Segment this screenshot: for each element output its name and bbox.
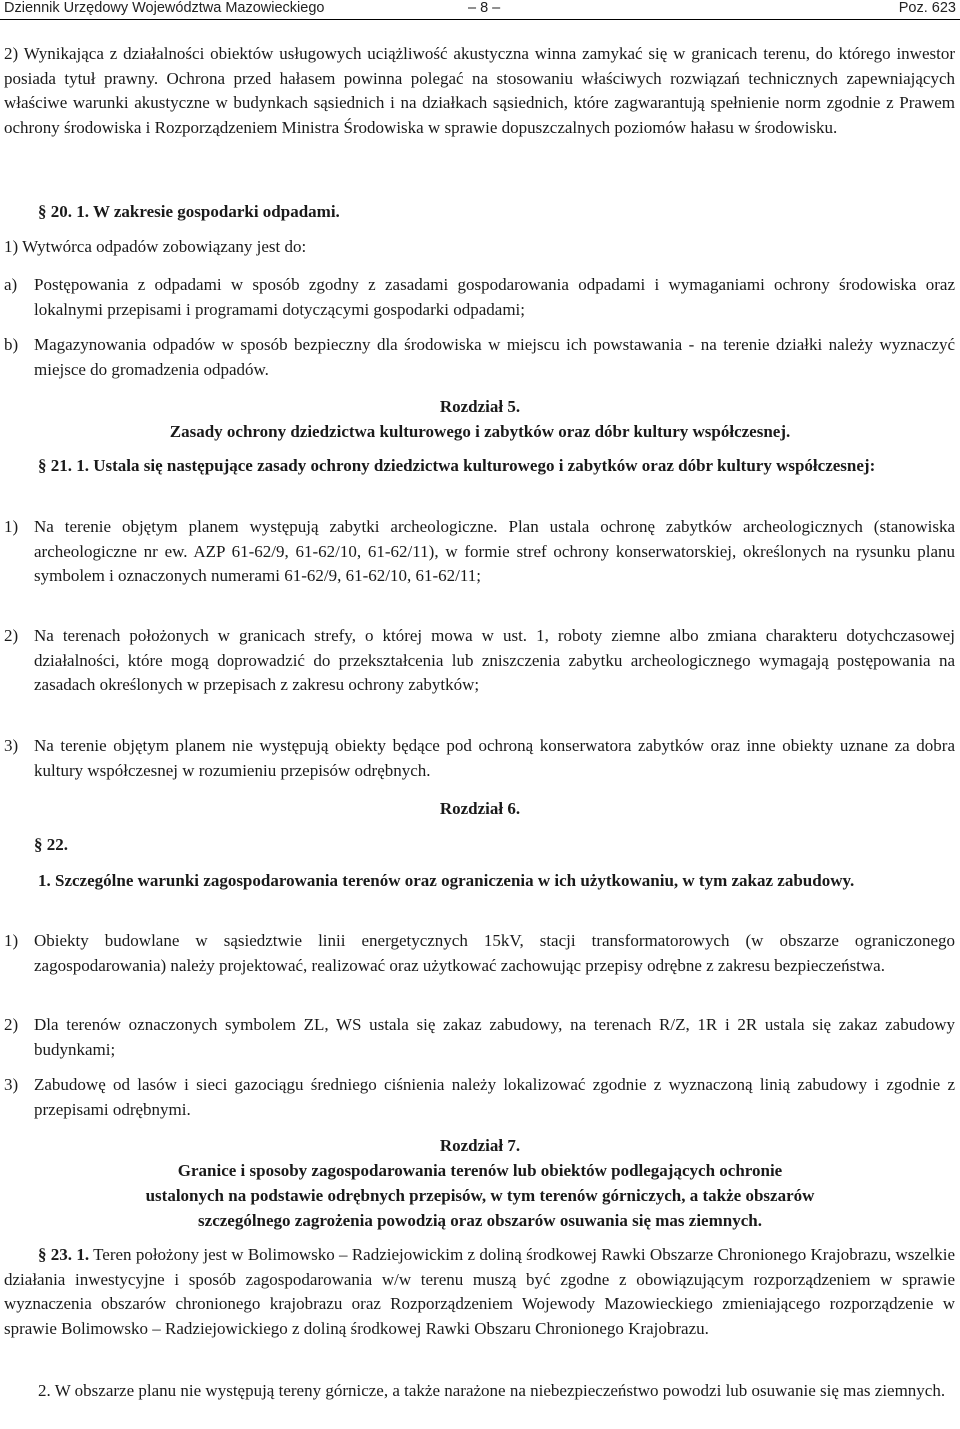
chapter-5-subtitle: Zasady ochrony dziedzictwa kulturowego i zabytków oraz dóbr kultury współczesnej.	[169, 422, 791, 441]
section-23-paragraph-2: 2. W obszarze planu nie występują tereny górnicze, a także narażone na niebezpieczeństwo powodzi lub osuwanie się mas ziemnych.	[38, 1381, 946, 1400]
chapter-7-subtitle-line: Granice i sposoby zagospodarowania terenów lub obiektów podlegających ochronie	[177, 1161, 783, 1180]
list-item: Na terenie objętym planem występują zabytki archeologiczne. Plan ustala ochronę zabytków archeologicznych (stanowiska archeologiczne nr ew. AZP 61-62/9, 61-62/10, 61-62/11), w formie stref ochrony konserwatorskiej, określonych na rysunku planu symbolem i oznaczonych numerami 61-62/9, 61-62/10, 61-62/11;	[34, 517, 955, 586]
position-number: Poz. 623	[898, 0, 956, 16]
list-label: 3)	[4, 736, 19, 755]
paragraph-noise-protection: 2) Wynikająca z działalności obiektów usługowych uciążliwość akustyczna winna zamykać się w granicach terenu, do którego inwestor posiada tytuł prawny. Ochrona przed hałasem powinna polegać na stosowaniu właściwych rozwiązań technicznych zapewniających właściwe warunki akustyczne w budynkach sąsiednich i na działkach sąsiednich, które zagwarantują spełnienie norm zgodnie z Prawem ochrony środowiska i Rozporządzeniem Ministra Środowiska w sprawie dopuszczalnych poziomów hałasu w środowisku.	[4, 44, 955, 138]
page-number: – 8 –	[468, 0, 501, 16]
list-label: 1)	[4, 931, 19, 950]
list-item: Dla terenów oznaczonych symbolem ZL, WS ustala się zakaz zabudowy, na terenach R/Z, 1R i 2R ustala się zakaz zabudowy budynkami;	[34, 1015, 955, 1059]
list-item: Magazynowania odpadów w sposób bezpieczny dla środowiska w miejscu ich powstawania - na terenie działki należy wyznaczyć miejsce do gromadzenia odpadów.	[34, 335, 955, 379]
chapter-5-title: Rozdział 5.	[439, 397, 521, 416]
list-item: Na terenie objętym planem nie występują obiekty będące pod ochroną konserwatora zabytków oraz inne obiekty uznane za dobra kultury współczesnej w rozumieniu przepisów odrębnych.	[34, 736, 955, 780]
list-label: 2)	[4, 1015, 19, 1034]
chapter-6-title: Rozdział 6.	[439, 799, 521, 818]
section-20-intro: 1) Wytwórca odpadów zobowiązany jest do:	[4, 237, 307, 256]
chapter-7-title: Rozdział 7.	[439, 1136, 521, 1155]
list-label: 1)	[4, 517, 19, 536]
section-21-heading: § 21. 1. Ustala się następujące zasady ochrony dziedzictwa kulturowego i zabytków oraz dóbr kultury współczesnej:	[38, 456, 876, 475]
list-label: 3)	[4, 1075, 19, 1094]
section-22-heading: 1. Szczególne warunki zagospodarowania terenów oraz ograniczenia w ich użytkowaniu, w tym zakaz zabudowy.	[38, 871, 855, 890]
list-item: Na terenach położonych w granicach strefy, o której mowa w ust. 1, roboty ziemne albo zmiana charakteru dotychczasowej działalności, które mogą doprowadzić do przekształcenia lub zniszczenia zabytku archeologicznego wymagają postępowania na zasadach określonych w przepisach z zakresu ochrony zabytków;	[34, 626, 955, 695]
header-rule	[0, 19, 960, 20]
section-22-sign: § 22.	[34, 835, 68, 854]
list-item: Postępowania z odpadami w sposób zgodny z zasadami gospodarowania odpadami i wymaganiami ochrony środowiska oraz lokalnymi przepisami i programami dotyczącymi gospodarki odpadami;	[34, 275, 955, 319]
section-20-heading: § 20. 1. W zakresie gospodarki odpadami.	[38, 202, 340, 221]
list-label: 2)	[4, 626, 19, 645]
chapter-7-subtitle-line: szczególnego zagrożenia powodzią oraz obszarów osuwania się mas ziemnych.	[198, 1211, 762, 1230]
chapter-7-subtitle-line: ustalonych na podstawie odrębnych przepisów, w tym terenów górniczych, a także obszarów	[145, 1186, 815, 1205]
list-label: a)	[4, 275, 18, 294]
list-label: b)	[4, 335, 19, 354]
journal-title: Dziennik Urzędowy Województwa Mazowieckiego	[4, 0, 325, 16]
list-item: Obiekty budowlane w sąsiedztwie linii energetycznych 15kV, stacji transformatorowych (w obszarze ograniczonego zagospodarowania) należy projektować, realizować oraz użytkować zachowując przepisy odrębne z zakresu bezpieczeństwa.	[34, 931, 955, 975]
list-item: Zabudowę od lasów i sieci gazociągu średniego ciśnienia należy lokalizować zgodnie z wyznaczoną linią zabudowy i zgodnie z przepisami odrębnymi.	[34, 1075, 955, 1119]
section-23-paragraph-1: § 23. 1. Teren położony jest w Bolimowsko – Radziejowickim z doliną środkowej Rawki Obszarze Chronionego Krajobrazu, wszelkie działania inwestycyjne i sposób zagospodarowania w/w terenu muszą być zgodne z obowiązującym rozporządzeniem w sprawie wyznaczenia obszarów chronionego krajobrazu oraz Rozporządzeniem Wojewody Mazowieckiego zmieniającego rozporządzenie w sprawie Bolimowsko – Radziejowickiego z doliną środkowej Rawki Obszaru Chronionego Krajobrazu.	[4, 1245, 955, 1339]
